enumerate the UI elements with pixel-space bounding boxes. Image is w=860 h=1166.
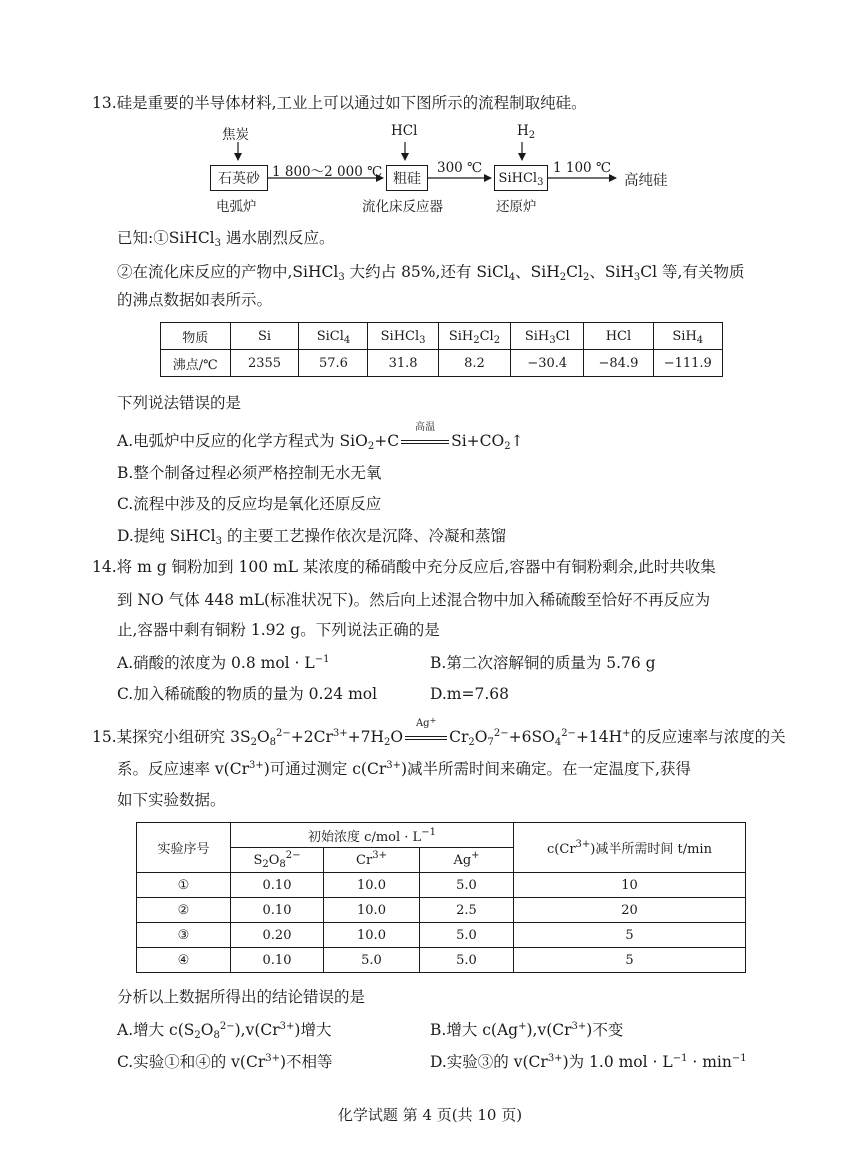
q14-stem-line-1: 14.将 m g 铜粉加到 100 mL 某浓度的稀硝酸中充分反应后,容器中有铜粉剩余,此时共收集 <box>92 558 716 576</box>
table-cell: 2.5 <box>420 898 514 923</box>
col-experiment-no: 实验序号 <box>137 823 231 873</box>
col-sih3cl: SiH$_3$Cl <box>511 323 584 350</box>
table-cell: 2355 <box>230 350 299 377</box>
table-header-row <box>137 823 746 848</box>
table-cell: 0.20 <box>231 923 324 948</box>
boiling-point-table <box>160 322 723 377</box>
q13-option-c: C.流程中涉及的反应均是氧化还原反应 <box>117 495 382 513</box>
table-cell: ② <box>137 898 231 923</box>
q15-stem-line-1: 15.某探究小组研究 $3S_2O_8^{2-}+2Cr^{3+}+7H_2O$ Ag+ $Cr_2O_7^{2-}+6SO_4^{2-}+14H^+$的反应速率与浓度的关 <box>92 716 786 748</box>
table-cell: −84.9 <box>584 350 653 377</box>
table-cell: ③ <box>137 923 231 948</box>
q13-option-b: B.整个制备过程必须严格控制无水无氧 <box>117 464 382 482</box>
table-row <box>137 873 746 898</box>
table-cell: 5.0 <box>420 873 514 898</box>
q15-prompt: 分析以上数据所得出的结论错误的是 <box>117 988 366 1006</box>
q13-prompt: 下列说法错误的是 <box>117 394 242 412</box>
col-substance: 物质 <box>161 323 231 350</box>
table-cell: 10.0 <box>324 923 420 948</box>
col-ag: Ag+ <box>420 848 514 873</box>
table-header-row <box>161 323 723 350</box>
table-cell: 5.0 <box>420 948 514 973</box>
temp-label-3: 1 100 ℃ <box>553 160 612 176</box>
q14-option-d: D.m=7.68 <box>430 685 509 703</box>
table-row <box>137 923 746 948</box>
table-cell: 10.0 <box>324 873 420 898</box>
col-cr3: $Cr^{3+}$ <box>324 848 420 873</box>
input-coke-label: 焦炭 <box>222 127 249 143</box>
table-cell: 31.8 <box>368 350 438 377</box>
table-cell: 5 <box>514 923 746 948</box>
q13-option-a: A.电弧炉中反应的化学方程式为 SiO$_2$+C 高温 $Si+CO_2↑$ <box>117 422 524 452</box>
q14-option-a: A.硝酸的浓度为 0.8 mol · $L^{-1}$ <box>117 654 330 672</box>
q13-known-1: 已知:①SiHCl$_3$ 遇水剧烈反应。 <box>117 229 335 249</box>
table-cell: 20 <box>514 898 746 923</box>
table-cell: −30.4 <box>511 350 584 377</box>
table-cell: 0.10 <box>231 948 324 973</box>
q14-option-b: B.第二次溶解铜的质量为 5.76 g <box>430 654 656 672</box>
temp-label-1: 1 800～2 000 ℃ <box>272 164 383 180</box>
condition-equals-sign: 高温 <box>399 432 451 452</box>
q14-stem-line-2: 到 NO 气体 448 mL(标准状况下)。然后向上述混合物中加入稀硫酸至恰好不再反应为 <box>117 591 711 609</box>
q15-option-a: A.增大 $c(S_2O_8^{2-}),v(Cr^{3+})$增大 <box>117 1021 332 1041</box>
col-half-time: $c(Cr^{3+})$减半所需时间 t/min <box>514 823 746 873</box>
col-initial-concentration: 初始浓度 $c/mol \cdot L^{-1}$ <box>231 823 514 848</box>
box-sihcl3: SiHCl$_3$ <box>494 165 548 191</box>
col-sihcl3: SiHCl$_3$ <box>368 323 438 350</box>
table-cell: ④ <box>137 948 231 973</box>
q15-option-c: C.实验①和④的 $v(Cr^{3+})$不相等 <box>117 1053 333 1071</box>
table-cell: ① <box>137 873 231 898</box>
unit-fluidized-bed: 流化床反应器 <box>362 199 443 215</box>
q15-option-b: B.增大 $c(Ag^+),v(Cr^{3+})$不变 <box>430 1021 624 1039</box>
table-cell: −111.9 <box>653 350 722 377</box>
table-cell: 5 <box>514 948 746 973</box>
page-footer: 化学试题 第 4 页(共 10 页) <box>337 1106 523 1124</box>
table-cell: 10.0 <box>324 898 420 923</box>
input-hcl-label: HCl <box>391 123 418 139</box>
q15-stem-line-2: 系。反应速率 $v(Cr^{3+})$可通过测定 $c(Cr^{3+})$减半所需时间来确定。在一定温度下,获得 <box>117 760 691 778</box>
q13-known-2-cont: 的沸点数据如表所示。 <box>117 291 273 309</box>
col-sicl4: SiCl$_4$ <box>299 323 368 350</box>
col-sih2cl2: $SiH_2Cl_2$ <box>438 323 510 350</box>
table-cell: 10 <box>514 873 746 898</box>
col-sih4: SiH$_4$ <box>653 323 722 350</box>
unit-reduction-furnace: 还原炉 <box>496 199 537 215</box>
q15-stem-line-3: 如下实验数据。 <box>117 791 226 809</box>
table-cell: 0.10 <box>231 873 324 898</box>
box-quartz-sand: 石英砂 <box>210 165 268 191</box>
box-crude-silicon: 粗硅 <box>386 165 428 191</box>
input-h2-label: $H_2$ <box>517 123 536 141</box>
table-cell: 8.2 <box>438 350 510 377</box>
col-hcl: HCl <box>584 323 653 350</box>
q13-known-2: ②在流化床反应的产物中,SiHCl$_3$ 大约占 85%,还有 SiCl$_4$、$SiH_2Cl_2$、SiH$_3$Cl 等,有关物质 <box>117 263 745 283</box>
q14-option-c: C.加入稀硫酸的物质的量为 0.24 mol <box>117 685 378 703</box>
rate-data-table <box>136 822 746 973</box>
product-label: 高纯硅 <box>624 173 668 189</box>
row-label: 沸点/℃ <box>161 350 231 377</box>
q13-stem: 13.硅是重要的半导体材料,工业上可以通过如下图所示的流程制取纯硅。 <box>92 94 587 112</box>
col-s2o8: $S_2O_8^{2-}$ <box>231 848 324 873</box>
catalyst-equals-sign: Ag+ <box>403 728 449 748</box>
unit-arc-furnace: 电弧炉 <box>216 199 257 215</box>
table-cell: 5.0 <box>420 923 514 948</box>
table-row <box>137 948 746 973</box>
q13-option-d: D.提纯 SiHCl$_3$ 的主要工艺操作依次是沉降、冷凝和蒸馏 <box>117 527 506 547</box>
table-cell: 5.0 <box>324 948 420 973</box>
q14-stem-line-3: 止,容器中剩有铜粉 1.92 g。下列说法正确的是 <box>117 621 440 639</box>
table-row <box>161 350 723 377</box>
q15-option-d: D.实验③的 $v(Cr^{3+})$为 1.0 mol · $L^{-1} \cdot \min^{-1}$ <box>430 1053 747 1071</box>
temp-label-2: 300 ℃ <box>437 160 483 176</box>
table-cell: 57.6 <box>299 350 368 377</box>
table-cell: 0.10 <box>231 898 324 923</box>
table-row <box>137 898 746 923</box>
col-si: Si <box>230 323 299 350</box>
